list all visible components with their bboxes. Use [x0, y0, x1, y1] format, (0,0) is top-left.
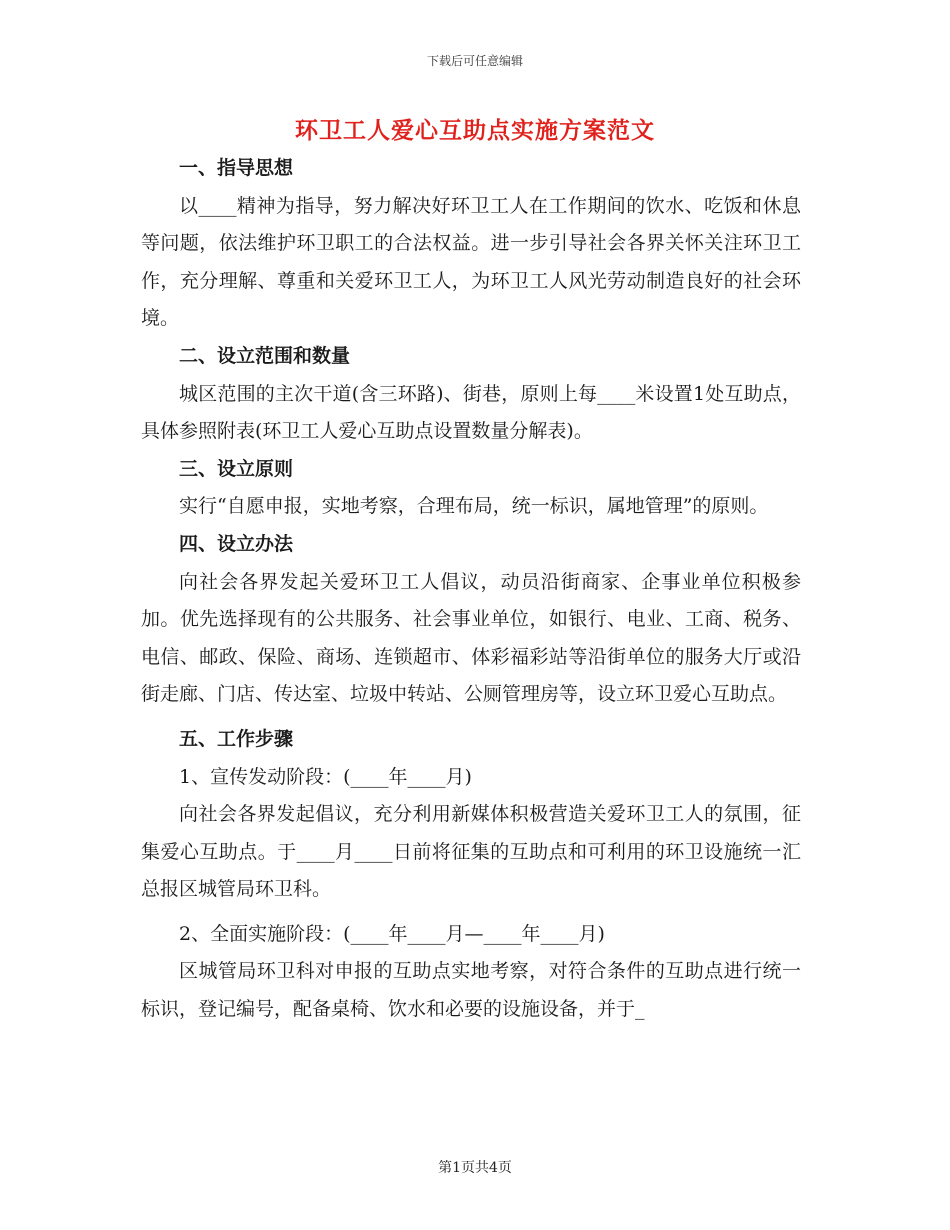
page-number: 第1页共4页 — [438, 1160, 512, 1176]
section-heading: 五、工作步骤 — [179, 727, 294, 750]
document-title: 环卫工人爱心互助点实施方案范文 — [295, 118, 655, 144]
section-heading: 四、设立办法 — [179, 532, 294, 555]
paragraph: 以____精神为指导，努力解决好环卫工人在工作期间的饮水、吃饭和休息等问题，依法维护环卫职工的合法权益。进一步引导社会各界关怀关注环卫工作，充分理解、尊重和关爱环卫工人，为环卫工人风光劳动制造良好的社会环境。 — [141, 194, 801, 330]
paragraph: 1、宣传发动阶段：(____年____月) — [179, 765, 472, 788]
paragraph: 2、全面实施阶段：(____年____月—____年____月) — [179, 922, 605, 945]
section-heading: 二、设立范围和数量 — [179, 344, 351, 367]
paragraph: 向社会各界发起倡议，充分利用新媒体积极营造关爱环卫工人的氛围，征集爱心互助点。于____月____日前将征集的互助点和可利用的环卫设施统一汇总报区城管局环卫科。 — [141, 803, 801, 901]
paragraph: 区城管局环卫科对申报的互助点实地考察，对符合条件的互助点进行统一标识，登记编号，配备桌椅、饮水和必要的设施设备，并于_ — [141, 960, 801, 1021]
header-note: 下载后可任意编辑 — [426, 54, 523, 68]
paragraph: 实行“自愿申报，实地考察，合理布局，统一标识，属地管理”的原则。 — [179, 495, 769, 518]
paragraph: 城区范围的主次干道(含三环路)、街巷，原则上每____米设置1处互助点，具体参照附表(环卫工人爱心互助点设置数量分解表)。 — [141, 382, 801, 443]
document-body — [141, 150, 801, 1029]
section-heading: 一、指导思想 — [179, 157, 294, 179]
paragraph: 向社会各界发起关爱环卫工人倡议，动员沿街商家、企事业单位积极参加。优先选择现有的公共服务、社会事业单位，如银行、电业、工商、税务、电信、邮政、保险、商场、连锁超市、体彩福彩站等沿街单位的服务大厅或沿街走廊、门店、传达室、垃圾中转站、公厕管理房等，设立环卫爱心互助点。 — [141, 570, 801, 706]
section-heading: 三、设立原则 — [179, 457, 294, 480]
